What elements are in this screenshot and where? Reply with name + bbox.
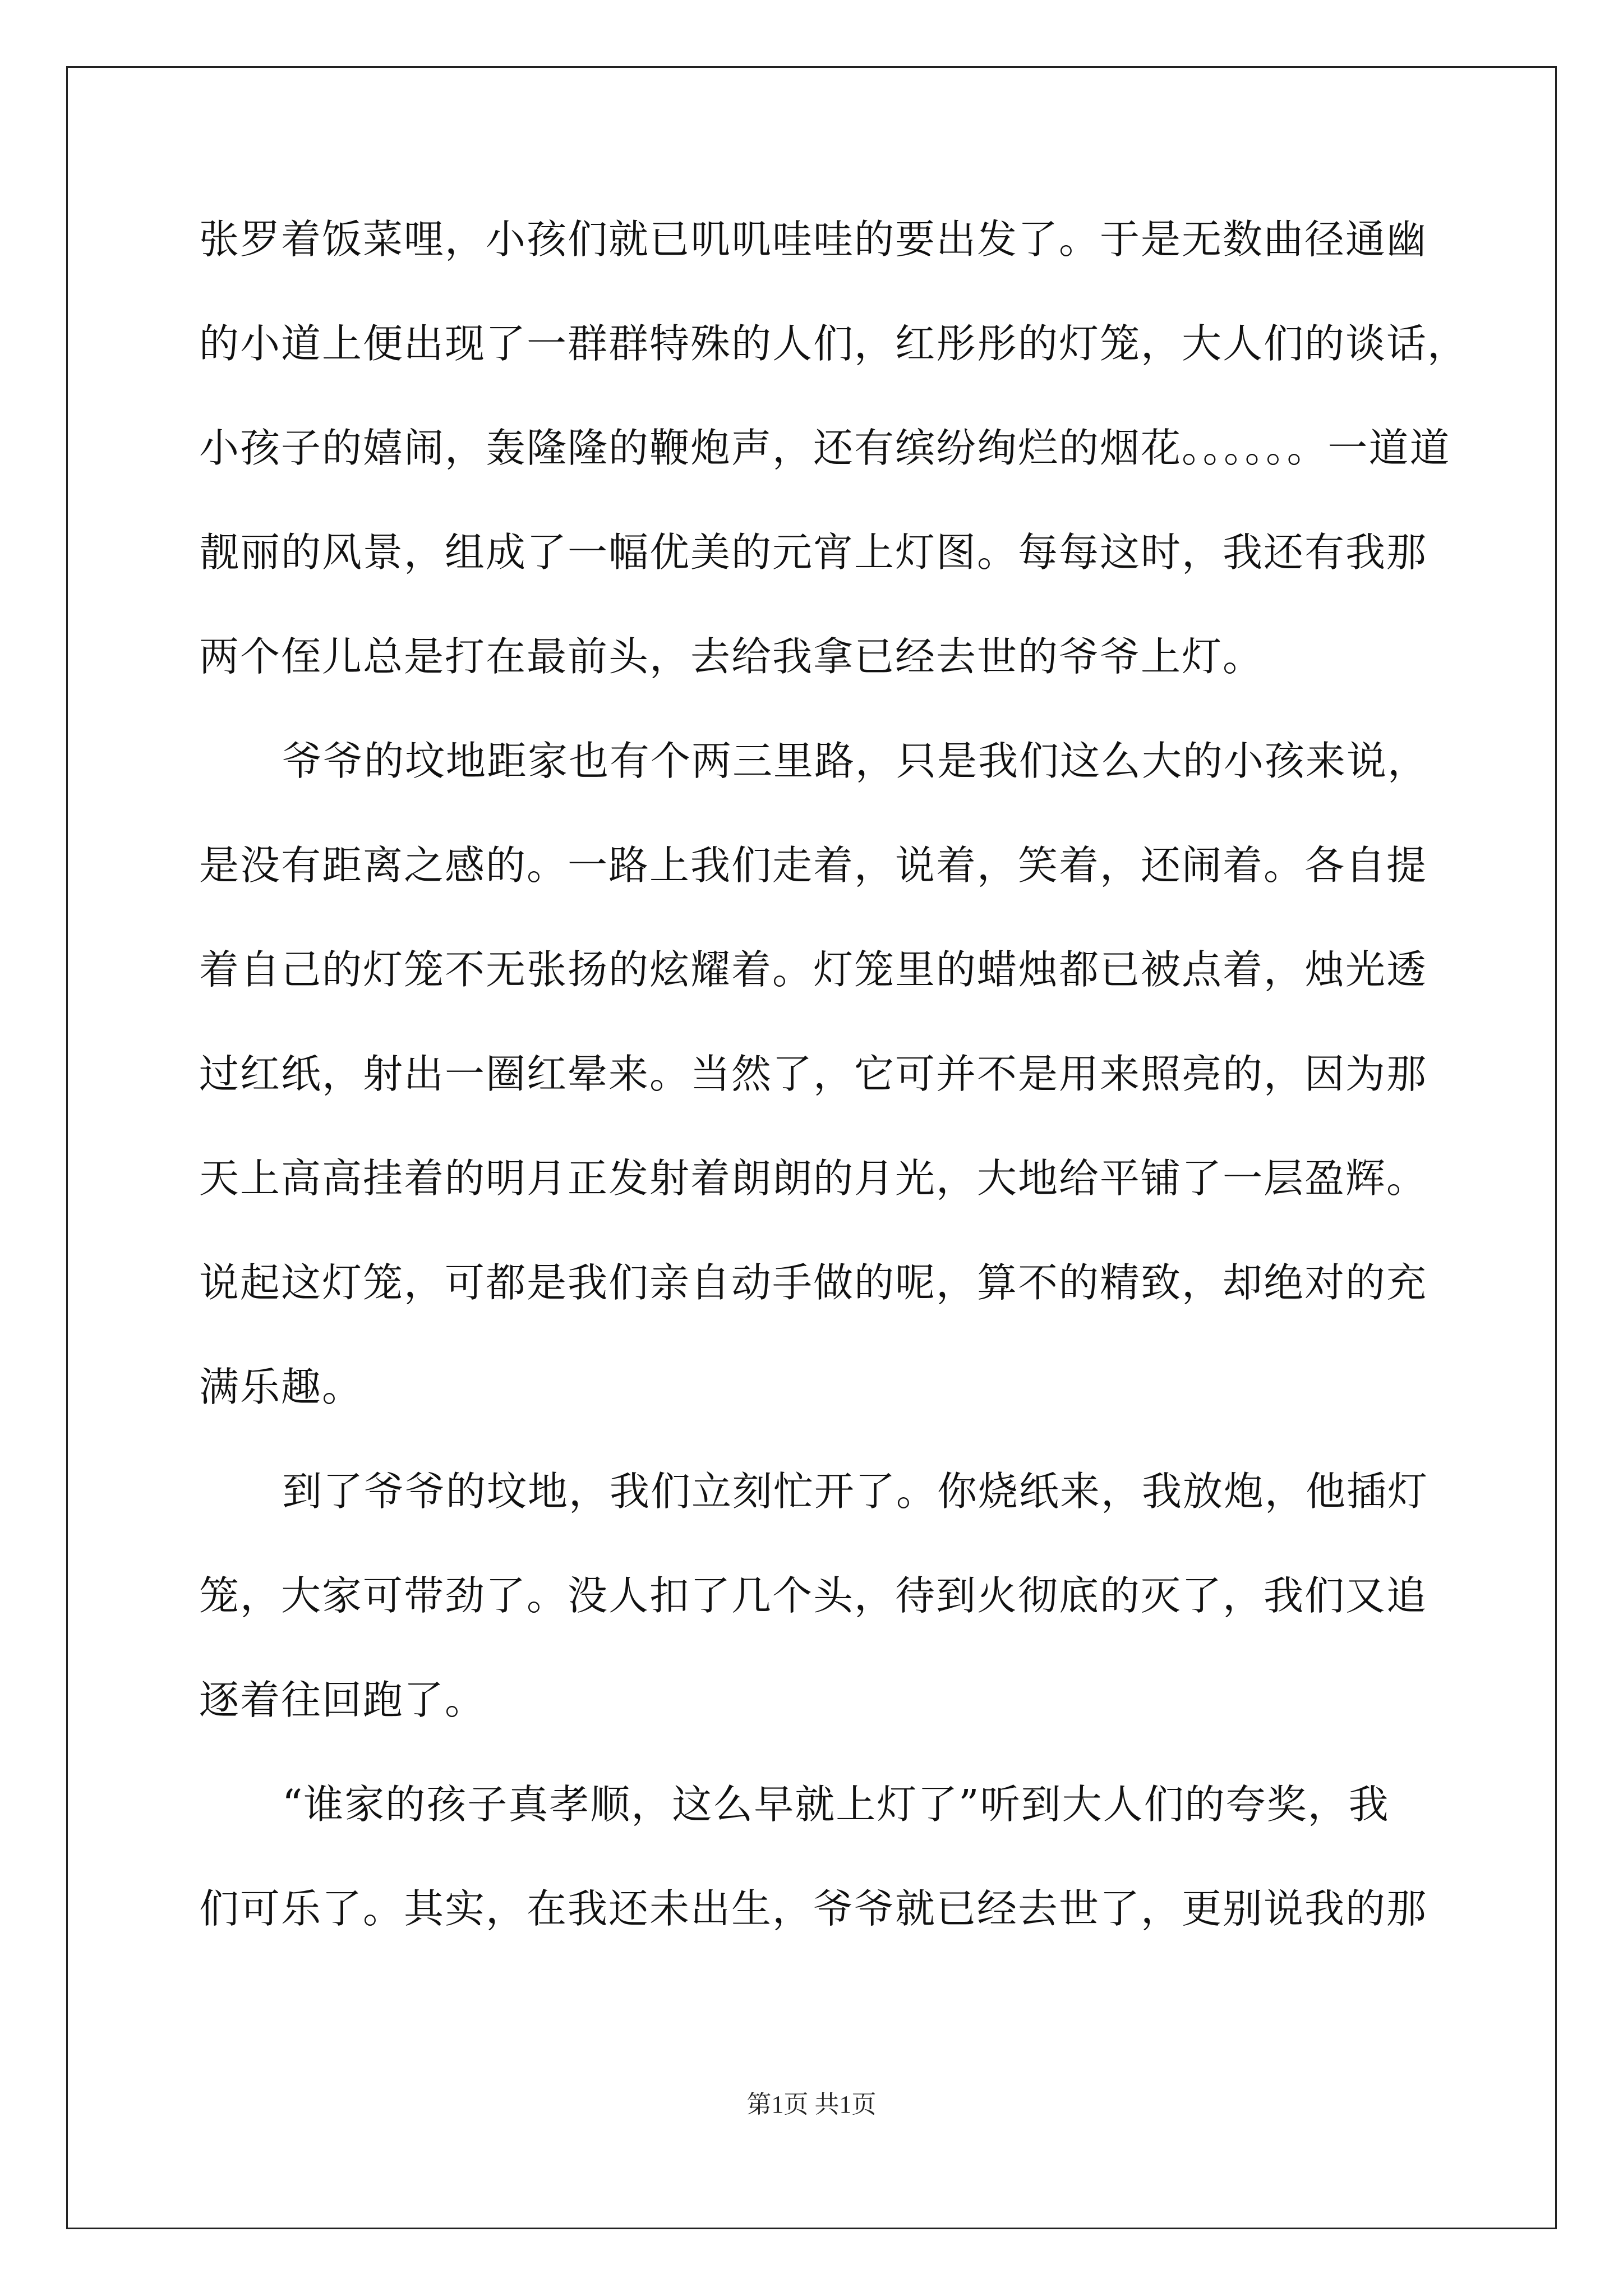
paragraph-start-line: “谁家的孩子真孝顺，这么早就上灯了”听到大人们的夸奖，我 (282, 1781, 1390, 1828)
text-line: 笼，大家可带劲了。没人扣了几个头，待到火彻底的灭了，我们又追 (199, 1572, 1428, 1619)
text-line: 靓丽的风景，组成了一幅优美的元宵上灯图。每每这时，我还有我那 (199, 529, 1428, 576)
text-line: 是没有距离之感的。一路上我们走着，说着，笑着，还闹着。各自提 (199, 842, 1428, 889)
text-line: 小孩子的嬉闹，轰隆隆的鞭炮声，还有缤纷绚烂的烟花。。。。。。一道道 (199, 425, 1451, 471)
text-line: 两个侄儿总是打在最前头，去给我拿已经去世的爷爷上灯。 (199, 633, 1264, 680)
paragraph-start-line: 到了爷爷的坟地，我们立刻忙开了。你烧纸来，我放炮，他插灯 (282, 1468, 1429, 1515)
paragraph-start-line: 爷爷的坟地距家也有个两三里路，只是我们这么大的小孩来说， (282, 738, 1429, 784)
text-line: 说起这灯笼，可都是我们亲自动手做的呢，算不的精致，却绝对的充 (199, 1259, 1428, 1306)
text-line: 满乐趣。 (199, 1364, 363, 1410)
text-line: 们可乐了。其实，在我还未出生，爷爷就已经去世了，更别说我的那 (199, 1885, 1428, 1932)
text-line: 的小道上便出现了一群群特殊的人们，红彤彤的灯笼，大人们的谈话， (199, 320, 1469, 367)
text-line: 逐着往回跑了。 (199, 1677, 486, 1723)
text-line: 着自己的灯笼不无张扬的炫耀着。灯笼里的蜡烛都已被点着，烛光透 (199, 946, 1428, 993)
text-line: 过红纸，射出一圈红晕来。当然了，它可并不是用来照亮的，因为那 (199, 1051, 1428, 1097)
page-number-footer: 第1页 共1页 (746, 2091, 877, 2118)
text-line: 天上高高挂着的明月正发射着朗朗的月光，大地给平铺了一层盈辉。 (199, 1155, 1428, 1202)
text-line: 张罗着饭菜哩，小孩们就已叽叽哇哇的要出发了。于是无数曲径通幽 (199, 216, 1428, 263)
